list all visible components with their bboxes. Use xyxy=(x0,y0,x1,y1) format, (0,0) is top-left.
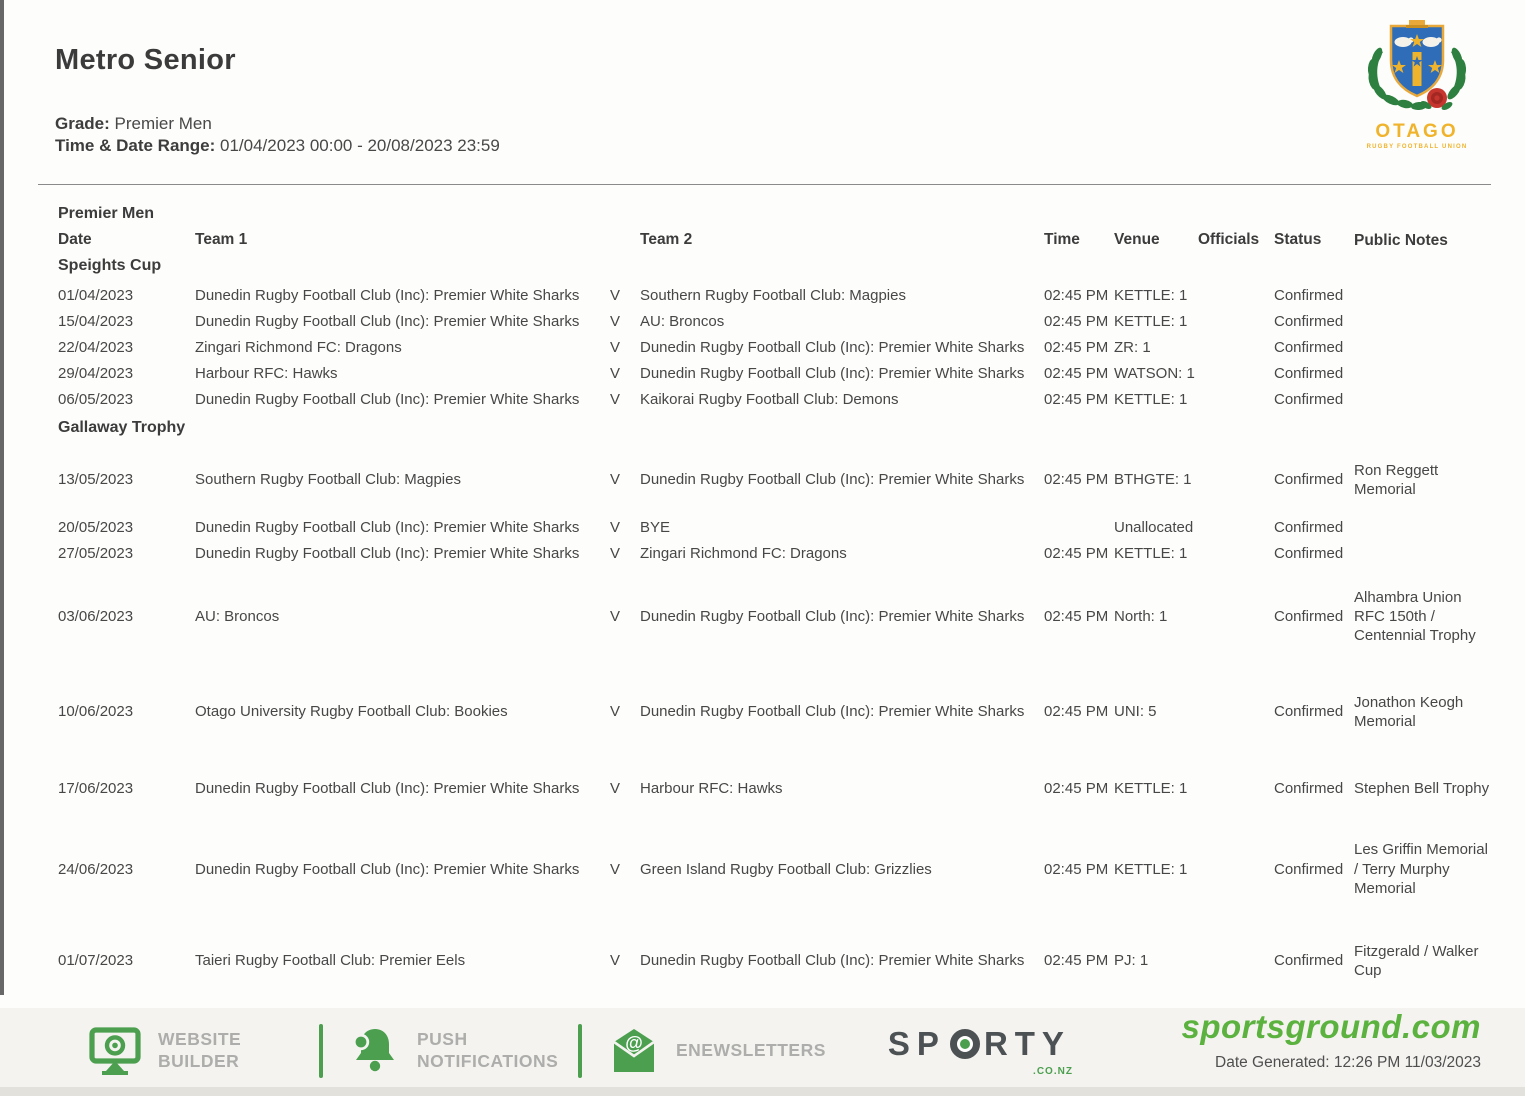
fixture-date: 15/04/2023 xyxy=(58,313,134,331)
vs-label: V xyxy=(610,608,621,626)
fixture-row xyxy=(58,361,1495,387)
report-meta xyxy=(55,113,1470,158)
fixture-team2: BYE xyxy=(640,519,671,537)
fixture-status: Confirmed xyxy=(1274,365,1344,383)
fixture-row xyxy=(58,757,1495,821)
col-header-public-notes: Public Notes xyxy=(1354,231,1448,249)
vs-label: V xyxy=(610,391,621,409)
fixture-team1: Dunedin Rugby Football Club (Inc): Premier White Sharks xyxy=(195,519,580,537)
fixture-date: 03/06/2023 xyxy=(58,608,134,626)
fixture-venue: UNI: 5 xyxy=(1114,703,1157,721)
fixture-row xyxy=(58,541,1495,567)
fixture-venue: BTHGTE: 1 xyxy=(1114,471,1192,489)
fixture-team1: Taieri Rugby Football Club: Premier Eels xyxy=(195,952,466,970)
fixture-venue: ZR: 1 xyxy=(1114,339,1151,357)
fixture-team1: AU: Broncos xyxy=(195,608,280,626)
fixture-venue: KETTLE: 1 xyxy=(1114,287,1188,305)
vs-label: V xyxy=(610,313,621,331)
fixture-date: 06/05/2023 xyxy=(58,391,134,409)
footer-divider xyxy=(319,1024,323,1078)
fixture-status: Confirmed xyxy=(1274,391,1344,409)
footer-item-label: ENEWSLETTERS xyxy=(676,1040,826,1061)
section-title-speights-cup: Speights Cup xyxy=(58,256,162,274)
fixture-status: Confirmed xyxy=(1274,287,1344,305)
fixture-time: 02:45 PM xyxy=(1044,703,1109,721)
fixture-team1: Dunedin Rugby Football Club (Inc): Premier White Sharks xyxy=(195,780,580,798)
fixture-team2: Zingari Richmond FC: Dragons xyxy=(640,545,847,563)
svg-text:@: @ xyxy=(625,1033,643,1053)
fixture-team2: Dunedin Rugby Football Club (Inc): Premier White Sharks xyxy=(640,703,1025,721)
fixture-row xyxy=(58,567,1495,667)
fixture-venue: KETTLE: 1 xyxy=(1114,313,1188,331)
col-header-venue: Venue xyxy=(1114,230,1160,248)
page-title: Metro Senior xyxy=(55,44,236,76)
vs-label: V xyxy=(610,287,621,305)
footer-item-label: PUSH NOTIFICATIONS xyxy=(417,1029,559,1071)
table-header-row xyxy=(58,231,1495,251)
fixture-team1: Southern Rugby Football Club: Magpies xyxy=(195,471,461,489)
fixture-status: Confirmed xyxy=(1274,471,1344,489)
fixture-time: 02:45 PM xyxy=(1044,860,1109,878)
fixture-row xyxy=(58,667,1495,757)
fixture-status: Confirmed xyxy=(1274,703,1344,721)
otago-rugby-union-logo xyxy=(1357,12,1477,160)
sporty-logo-text: SP xyxy=(887,1025,946,1062)
fixture-date: 17/06/2023 xyxy=(58,780,134,798)
sporty-logo xyxy=(888,1025,1071,1077)
fixture-date: 27/05/2023 xyxy=(58,545,134,563)
fixture-time: 02:45 PM xyxy=(1044,608,1109,626)
fixture-row xyxy=(58,445,1495,515)
date-range-label: Time & Date Range: xyxy=(55,136,216,156)
fixture-team2: Dunedin Rugby Football Club (Inc): Premier White Sharks xyxy=(640,471,1025,489)
date-generated-label: Date Generated: xyxy=(1215,1054,1330,1071)
fixture-status: Confirmed xyxy=(1274,608,1344,626)
fixture-team1: Dunedin Rugby Football Club (Inc): Premier White Sharks xyxy=(195,287,580,305)
fixture-notes: Stephen Bell Trophy xyxy=(1354,780,1490,798)
bell-icon xyxy=(349,1025,401,1077)
col-header-team2: Team 2 xyxy=(640,230,693,248)
fixtures-table xyxy=(0,185,1525,1004)
fixture-team1: Zingari Richmond FC: Dragons xyxy=(195,339,402,357)
fixture-time: 02:45 PM xyxy=(1044,471,1109,489)
col-header-date: Date xyxy=(58,230,92,248)
col-header-time: Time xyxy=(1044,230,1080,248)
grade-label: Grade: xyxy=(55,114,110,133)
col-header-status: Status xyxy=(1274,230,1322,248)
fixture-team1: Dunedin Rugby Football Club (Inc): Premier White Sharks xyxy=(195,391,580,409)
fixture-team2: Harbour RFC: Hawks xyxy=(640,780,783,798)
date-generated-value: 12:26 PM 11/03/2023 xyxy=(1333,1054,1481,1071)
fixture-time: 02:45 PM xyxy=(1044,339,1109,357)
fixture-venue: Unallocated xyxy=(1114,519,1194,537)
fixture-date: 20/05/2023 xyxy=(58,519,134,537)
footer-divider xyxy=(578,1024,582,1078)
vs-label: V xyxy=(610,952,621,970)
vs-label: V xyxy=(610,471,621,489)
fixture-status: Confirmed xyxy=(1274,313,1344,331)
fixture-team1: Dunedin Rugby Football Club (Inc): Premier White Sharks xyxy=(195,313,580,331)
fixture-team2: Dunedin Rugby Football Club (Inc): Premier White Sharks xyxy=(640,952,1025,970)
vs-label: V xyxy=(610,780,621,798)
date-generated-line xyxy=(1181,1054,1481,1072)
vs-label: V xyxy=(610,860,621,878)
fixture-team2: AU: Broncos xyxy=(640,313,725,331)
fixture-time: 02:45 PM xyxy=(1044,391,1109,409)
fixture-row xyxy=(58,309,1495,335)
grade-value: Premier Men xyxy=(114,114,212,133)
fixture-time: 02:45 PM xyxy=(1044,365,1109,383)
fixture-team2: Dunedin Rugby Football Club (Inc): Premier White Sharks xyxy=(640,608,1025,626)
envelope-icon xyxy=(608,1026,660,1076)
fixture-team2: Southern Rugby Football Club: Magpies xyxy=(640,287,906,305)
fixture-team2: Green Island Rugby Football Club: Grizzlies xyxy=(640,860,932,878)
vs-label: V xyxy=(610,365,621,383)
fixture-team2: Dunedin Rugby Football Club (Inc): Premier White Sharks xyxy=(640,365,1025,383)
fixture-row xyxy=(58,515,1495,541)
fixture-venue: North: 1 xyxy=(1114,608,1168,626)
logo-org-name: OTAGO xyxy=(1375,121,1459,142)
footer-item-enewsletters xyxy=(608,1026,826,1076)
fixture-notes: Jonathon Keogh Memorial xyxy=(1354,693,1464,730)
fixture-status: Confirmed xyxy=(1274,952,1344,970)
fixture-date: 01/04/2023 xyxy=(58,287,134,305)
fixture-status: Confirmed xyxy=(1274,780,1344,798)
fixture-team1: Harbour RFC: Hawks xyxy=(195,365,338,383)
sporty-logo-text: RTY xyxy=(983,1025,1071,1062)
fixture-time: 02:45 PM xyxy=(1044,780,1109,798)
report-header xyxy=(0,0,1525,158)
sportsground-logo: sportsground.com xyxy=(1181,1008,1481,1045)
vs-label: V xyxy=(610,519,621,537)
fixture-team2: Dunedin Rugby Football Club (Inc): Premier White Sharks xyxy=(640,339,1025,357)
fixture-venue: KETTLE: 1 xyxy=(1114,391,1188,409)
fixture-time: 02:45 PM xyxy=(1044,952,1109,970)
vs-label: V xyxy=(610,545,621,563)
sporty-domain: .CO.NZ xyxy=(1033,1066,1073,1077)
fixture-row xyxy=(58,918,1495,1004)
crest-icon xyxy=(1357,12,1477,120)
footer-services xyxy=(88,1024,1071,1078)
fixture-date: 01/07/2023 xyxy=(58,952,134,970)
vs-label: V xyxy=(610,703,621,721)
fixture-status: Confirmed xyxy=(1274,339,1344,357)
col-header-team1: Team 1 xyxy=(195,230,248,248)
fixture-row xyxy=(58,283,1495,309)
footer-item-label: WEBSITE BUILDER xyxy=(158,1029,242,1071)
fixture-date: 29/04/2023 xyxy=(58,365,134,383)
fixture-venue: WATSON: 1 xyxy=(1114,365,1195,383)
grade-line xyxy=(55,113,1470,135)
fixture-time: 02:45 PM xyxy=(1044,313,1109,331)
fixture-status: Confirmed xyxy=(1274,519,1344,537)
fixture-row xyxy=(58,335,1495,361)
fixture-notes: Fitzgerald / Walker Cup xyxy=(1354,942,1479,979)
fixture-team1: Dunedin Rugby Football Club (Inc): Premier White Sharks xyxy=(195,545,580,563)
fixture-status: Confirmed xyxy=(1274,860,1344,878)
fixture-notes: Alhambra Union RFC 150th / Centennial Trophy xyxy=(1354,588,1476,645)
fixture-team1: Dunedin Rugby Football Club (Inc): Premier White Sharks xyxy=(195,860,580,878)
fixture-notes: Ron Reggett Memorial xyxy=(1354,461,1439,498)
section-title-gallaway-trophy: Gallaway Trophy xyxy=(58,418,186,436)
footer-item-push-notifications xyxy=(349,1025,559,1077)
logo-org-subtitle: RUGBY FOOTBALL UNION xyxy=(1366,144,1468,150)
fixture-notes: Les Griffin Memorial / Terry Murphy Memorial xyxy=(1354,841,1488,897)
sporty-target-icon xyxy=(950,1029,980,1059)
fixture-time: 02:45 PM xyxy=(1044,545,1109,563)
fixture-row xyxy=(58,387,1495,413)
fixture-date: 22/04/2023 xyxy=(58,339,134,357)
fixture-team2: Kaikorai Rugby Football Club: Demons xyxy=(640,391,899,409)
fixture-team1: Otago University Rugby Football Club: Bookies xyxy=(195,703,508,721)
vs-label: V xyxy=(610,339,621,357)
fixture-status: Confirmed xyxy=(1274,545,1344,563)
fixture-row xyxy=(58,821,1495,918)
date-range-value: 01/04/2023 00:00 - 20/08/2023 23:59 xyxy=(220,136,500,156)
monitor-icon xyxy=(88,1026,142,1076)
fixture-venue: KETTLE: 1 xyxy=(1114,545,1188,563)
fixture-date: 10/06/2023 xyxy=(58,703,134,721)
date-range-line xyxy=(55,135,1470,157)
fixture-venue: KETTLE: 1 xyxy=(1114,860,1188,878)
col-header-officials: Officials xyxy=(1198,230,1260,248)
fixture-date: 13/05/2023 xyxy=(58,471,134,489)
grade-group-title: Premier Men xyxy=(58,204,155,222)
fixture-time: 02:45 PM xyxy=(1044,287,1109,305)
fixture-date: 24/06/2023 xyxy=(58,860,134,878)
fixture-venue: KETTLE: 1 xyxy=(1114,780,1188,798)
footer-brand-block xyxy=(1181,1008,1481,1072)
fixture-venue: PJ: 1 xyxy=(1114,952,1149,970)
footer-item-website-builder xyxy=(88,1026,293,1076)
